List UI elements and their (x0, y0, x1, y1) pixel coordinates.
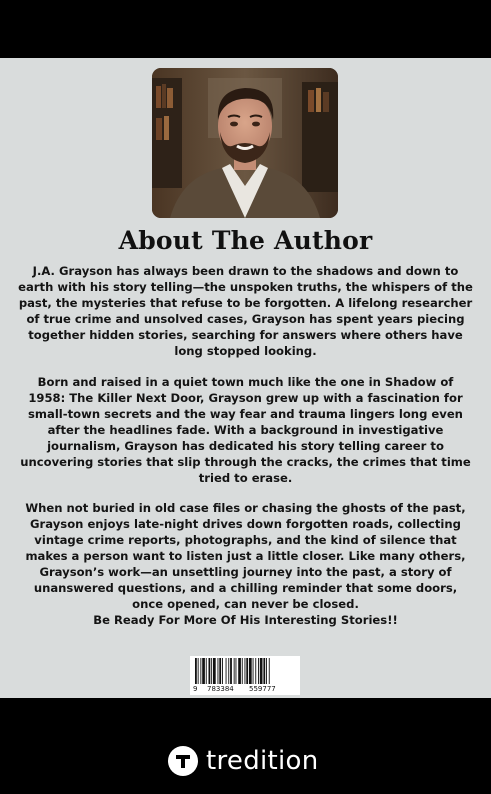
bio-paragraph-2: Born and raised in a quiet town much like the one in Shadow of 1958: The Killer Next Door, Grayson grew up with a fascination for small-town secrets and the way fear and trauma lingers long even after the headlines fade. With a background in investigative journalism, Grayson has dedicated his story telling career to uncovering stories that slip through the cracks, the crimes that time tried to erase. (20, 375, 471, 485)
barcode-group-1: 783384 (207, 685, 234, 693)
publisher-name: tredition (206, 746, 319, 776)
author-portrait-image (152, 68, 338, 218)
barcode-group-2: 559777 (249, 685, 276, 693)
bio-paragraph-1: J.A. Grayson has always been drawn to the shadows and down to earth with his story telling—the unspoken truths, the whispers of the past, the mysteries that refuse to be forgotten. A lifelong researcher of true crime and unsolved cases, Grayson has spent years piecing together hidden stories, searching for answers where others have long stopped looking. (18, 264, 473, 358)
barcode-prefix: 9 (193, 685, 198, 693)
cover-panel (0, 58, 491, 698)
tredition-logo-icon (168, 746, 198, 776)
publisher-brand (168, 743, 319, 779)
barcode-bars (190, 656, 300, 686)
isbn-barcode (190, 656, 300, 695)
about-author-title: About The Author (118, 226, 373, 255)
author-photo (152, 68, 338, 218)
closing-line: Be Ready For More Of His Interesting Stories!! (93, 613, 398, 627)
bio-paragraph-3: When not buried in old case files or chasing the ghosts of the past, Grayson enjoys late-night drives down forgotten roads, collecting vintage crime reports, photographs, and the kind of silence that makes a person want to listen just a little closer. Like many others, Grayson’s work—an unsettling journey into the past, a story of unanswered questions, and a chilling reminder that some doors, once opened, can never be closed. (25, 501, 466, 611)
